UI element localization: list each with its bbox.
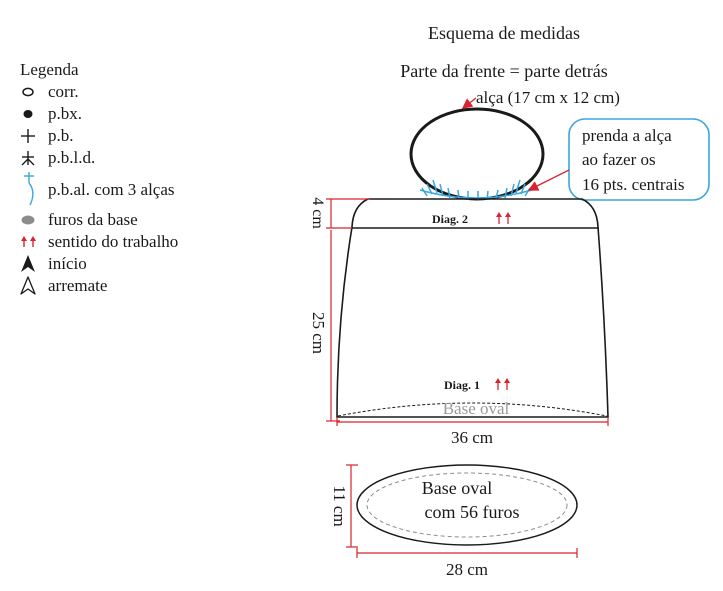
dim-oval-width-label: 28 cm	[445, 560, 489, 579]
legend-label-long-single: p.b.al. com 3 alças	[48, 180, 175, 199]
legend-label-slip-stitch: p.bx.	[48, 104, 82, 123]
dim-width-label: 36 cm	[450, 428, 494, 447]
diag2-label	[432, 212, 511, 226]
legend-label-single-crochet: p.b.	[48, 126, 74, 145]
callout-line-3: 16 pts. centrais	[582, 175, 685, 194]
dim-body-label: 25 cm	[309, 311, 328, 355]
legend-label-direction: sentido do trabalho	[48, 232, 179, 251]
diag1-direction-icon	[495, 378, 510, 390]
bag-body	[337, 199, 608, 418]
diagram-title: Esquema de medidas	[428, 23, 580, 43]
legend-label-base-hole: furos da base	[48, 210, 138, 229]
diagram-subtitle: Parte da frente = parte detrás	[400, 61, 608, 81]
diag1-label	[444, 378, 510, 392]
legend-label-finish: arremate	[48, 276, 108, 295]
legend-title: Legenda	[20, 60, 79, 79]
handle-label: alça (17 cm x 12 cm)	[476, 88, 620, 107]
bag-base-label: Base oval	[442, 399, 510, 418]
legend-label-chain: corr.	[48, 82, 79, 101]
callout-pointer	[529, 170, 569, 190]
handle-label-arrow	[463, 98, 476, 108]
oval-base-label-1: Base oval	[421, 478, 493, 498]
callout-line-1: prenda a alça	[582, 126, 672, 145]
handle-loop	[411, 109, 543, 199]
oval-base-label-2: com 56 furos	[424, 502, 520, 522]
legend-label-back-loop: p.b.l.d.	[48, 148, 96, 167]
oval-base	[357, 465, 577, 545]
diag1-text: Diag. 1	[444, 378, 480, 392]
diag2-text: Diag. 2	[432, 212, 468, 226]
diag2-direction-icon	[496, 212, 511, 224]
dim-top-label: 4 cm	[309, 197, 326, 229]
callout-line-2: ao fazer os	[582, 150, 656, 169]
legend-label-start: início	[48, 254, 87, 273]
handle-callout	[529, 119, 709, 200]
dim-oval-height-label: 11 cm	[330, 485, 349, 527]
